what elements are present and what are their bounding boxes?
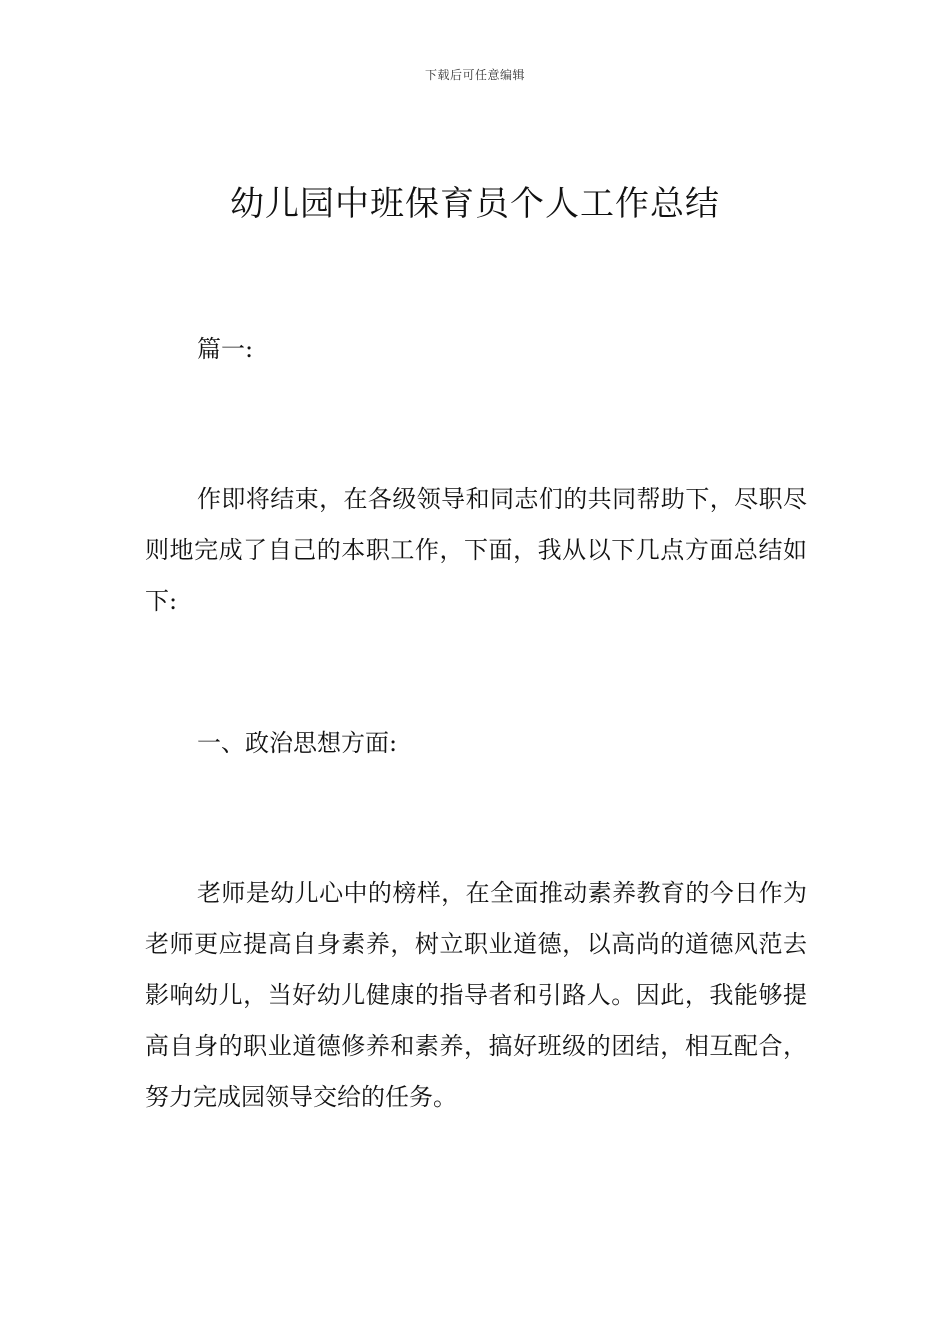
politics-paragraph: 老师是幼儿心中的榜样，在全面推动素养教育的今日作为老师更应提高自身素养，树立职业道德，以高尚的道德风范去影响幼儿，当好幼儿健康的指导者和引路人。因此，我能够提高自身的职业道德修养和素养，搞好班级的团结，相互配合，努力完成园领导交给的任务。: [145, 879, 807, 1111]
intro-paragraph: 作即将结束，在各级领导和同志们的共同帮助下，尽职尽则地完成了自己的本职工作，下面，我从以下几点方面总结如下:: [145, 485, 807, 615]
document-title: 幼儿园中班保育员个人工作总结: [230, 184, 720, 224]
section-label: 篇一:: [197, 335, 254, 363]
section-heading-politics: 一、政治思想方面:: [197, 729, 398, 757]
header-note: 下载后可任意编辑: [424, 68, 525, 82]
